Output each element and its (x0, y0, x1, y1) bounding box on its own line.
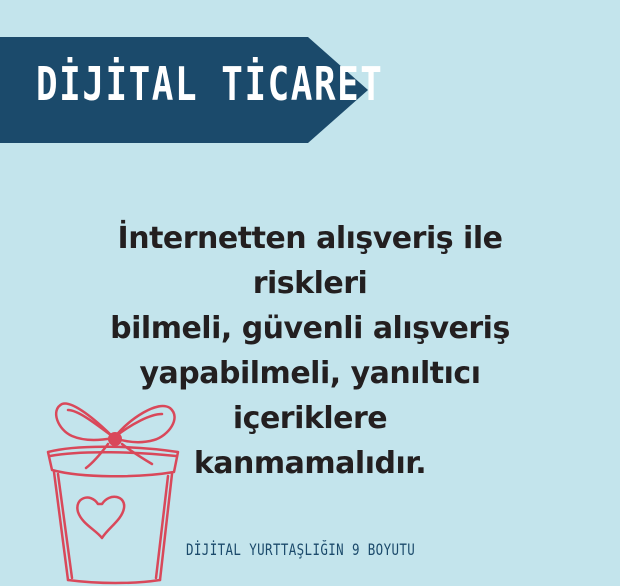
title-banner (0, 37, 384, 143)
gift-box-with-heart-icon (38, 392, 190, 586)
footer-caption: DİJİTAL YURTTAŞLIĞIN 9 BOYUTU (186, 540, 416, 559)
banner-title: DİJİTAL TİCARET (36, 57, 384, 111)
main-message: İnternetten alışveriş ile riskleri bilmeli, güvenli alışveriş yapabilmeli, yanıltıcı içeriklere kanmamalıdır. (110, 221, 510, 481)
